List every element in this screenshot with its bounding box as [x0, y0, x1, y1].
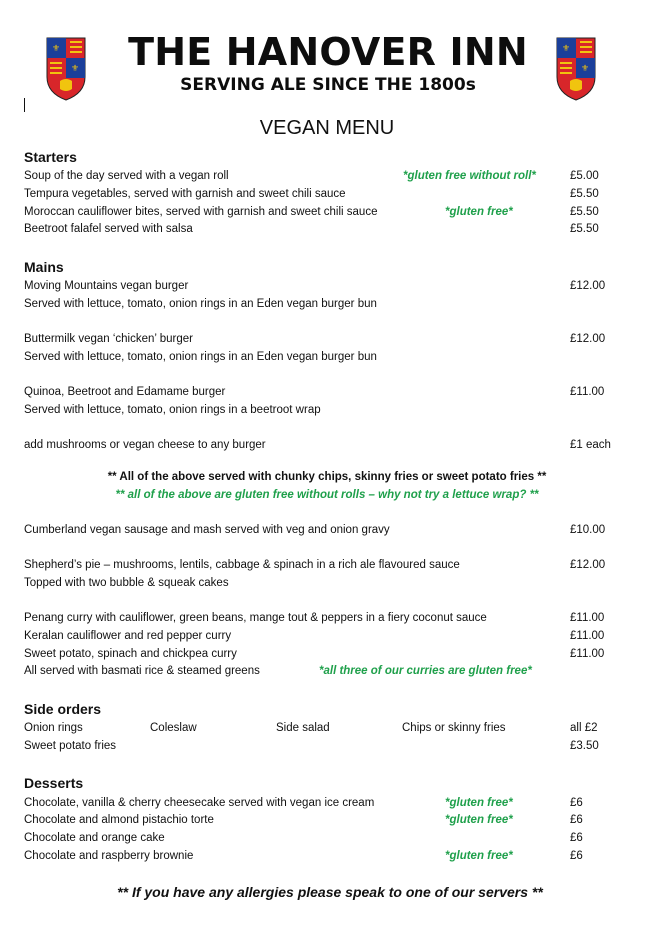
section-heading-sides: Side orders [24, 701, 102, 717]
gluten-free-note: *gluten free* [445, 814, 513, 826]
royal-crest-icon [46, 37, 86, 101]
item-price: £11.00 [570, 648, 605, 660]
item-price: £11.00 [570, 386, 605, 398]
text-cursor [24, 98, 25, 112]
curry-item-name: Sweet potato, spinach and chickpea curry [24, 648, 237, 660]
royal-crest-icon [556, 37, 596, 101]
main-item-name: Buttermilk vegan ‘chicken’ burger [24, 333, 193, 345]
gluten-free-note: *gluten free without roll* [403, 170, 536, 182]
main-item-description: Served with lettuce, tomato, onion rings in an Eden vegan burger bun [24, 351, 377, 363]
side-item: Side salad [276, 722, 330, 734]
starter-item-name: Soup of the day served with a vegan roll [24, 170, 229, 182]
svg-text:⚜: ⚜ [51, 44, 61, 54]
main-item-description: Served with lettuce, tomato, onion rings in an Eden vegan burger bun [24, 298, 377, 310]
burger-extras: add mushrooms or vegan cheese to any burger [24, 439, 266, 451]
chips-note: ** All of the above served with chunky chips, skinny fries or sweet potato fries ** [107, 471, 547, 483]
section-heading-starters: Starters [24, 149, 77, 165]
starter-item-name: Tempura vegetables, served with garnish and sweet chili sauce [24, 188, 346, 200]
item-price: £5.00 [570, 170, 599, 182]
side-item: Coleslaw [150, 722, 197, 734]
item-price: all £2 [570, 722, 598, 734]
gluten-free-note: *all three of our curries are gluten free* [319, 665, 532, 677]
main-item-name: Quinoa, Beetroot and Edamame burger [24, 386, 226, 398]
main-item-name: Moving Mountains vegan burger [24, 280, 189, 292]
dessert-item-name: Chocolate and orange cake [24, 832, 165, 844]
item-price: £12.00 [570, 559, 606, 571]
item-price: £6 [570, 832, 583, 844]
gluten-free-note: *gluten free* [445, 797, 513, 809]
section-heading-desserts: Desserts [24, 775, 84, 791]
main-item-name: Shepherd’s pie – mushrooms, lentils, cabbage & spinach in a rich ale flavoured sauce [24, 559, 460, 571]
starter-item-name: Moroccan cauliflower bites, served with garnish and sweet chili sauce [24, 206, 378, 218]
item-price: £12.00 [570, 333, 606, 345]
dessert-item-name: Chocolate and almond pistachio torte [24, 814, 214, 826]
item-price: £6 [570, 850, 583, 862]
item-price: £11.00 [570, 612, 605, 624]
dessert-item-name: Chocolate and raspberry brownie [24, 850, 194, 862]
gluten-free-note: *gluten free* [445, 206, 513, 218]
inn-title: THE HANOVER INN [128, 30, 528, 74]
item-price: £5.50 [570, 188, 599, 200]
item-price: £10.00 [570, 524, 606, 536]
item-price: £3.50 [570, 740, 599, 752]
item-price: £11.00 [570, 630, 605, 642]
svg-text:⚜: ⚜ [561, 44, 571, 54]
main-item-description: Served with lettuce, tomato, onion rings in a beetroot wrap [24, 404, 321, 416]
side-item: Chips or skinny fries [402, 722, 506, 734]
curry-served-with: All served with basmati rice & steamed greens [24, 665, 260, 677]
allergy-footer: ** If you have any allergies please speak to one of our servers ** [117, 884, 543, 900]
inn-subtitle: SERVING ALE SINCE THE 1800s [180, 75, 476, 95]
main-item-name: Cumberland vegan sausage and mash served with veg and onion gravy [24, 524, 390, 536]
dessert-item-name: Chocolate, vanilla & cherry cheesecake served with vegan ice cream [24, 797, 375, 809]
curry-item-name: Penang curry with cauliflower, green beans, mange tout & peppers in a fiery coconut sauce [24, 612, 487, 624]
gluten-free-rolls-note: ** all of the above are gluten free without rolls – why not try a lettuce wrap? ** [115, 489, 539, 501]
side-item: Onion rings [24, 722, 83, 734]
item-price: £12.00 [570, 280, 606, 292]
item-price: £5.50 [570, 223, 599, 235]
section-heading-mains: Mains [24, 259, 64, 275]
gluten-free-note: *gluten free* [445, 850, 513, 862]
item-price: £6 [570, 797, 583, 809]
curry-item-name: Keralan cauliflower and red pepper curry [24, 630, 232, 642]
main-item-description: Topped with two bubble & squeak cakes [24, 577, 229, 589]
menu-title: VEGAN MENU [259, 117, 395, 139]
item-price: £5.50 [570, 206, 599, 218]
starter-item-name: Beetroot falafel served with salsa [24, 223, 193, 235]
item-price: £6 [570, 814, 583, 826]
side-item: Sweet potato fries [24, 740, 117, 752]
item-price: £1 each [570, 439, 611, 451]
svg-text:⚜: ⚜ [580, 64, 590, 74]
svg-text:⚜: ⚜ [70, 64, 80, 74]
